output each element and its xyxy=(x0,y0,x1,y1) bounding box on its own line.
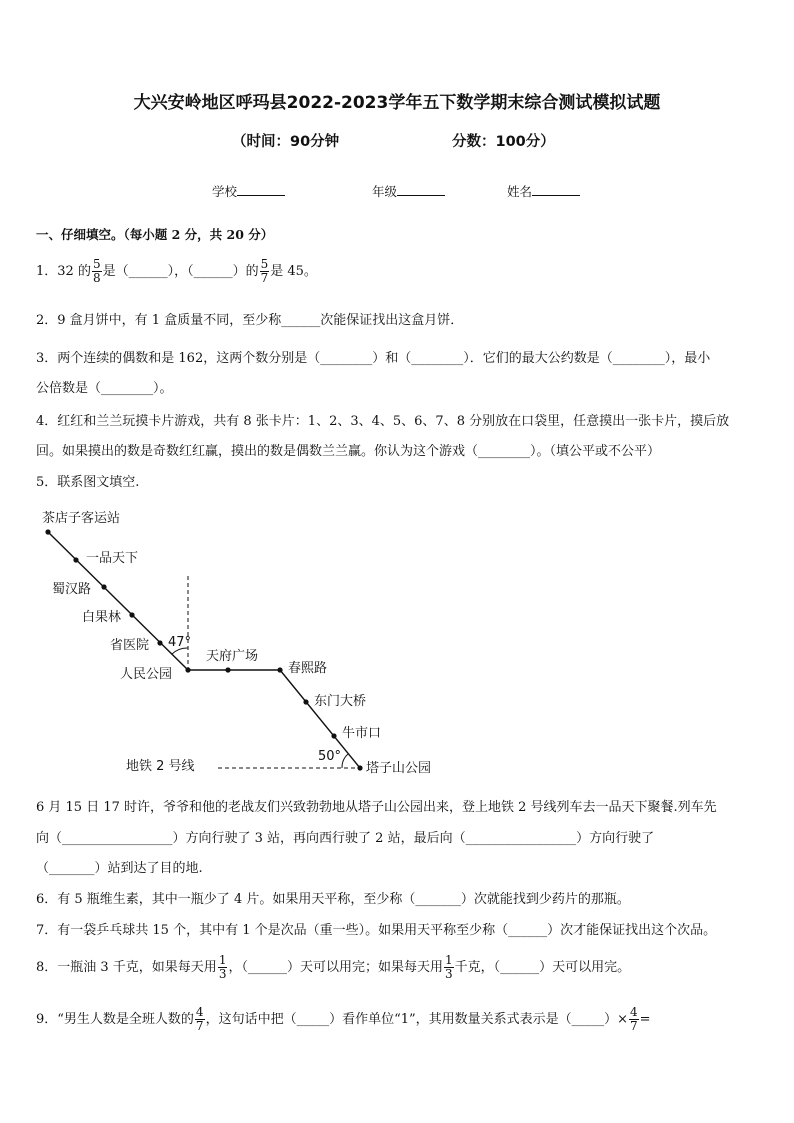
station-dot xyxy=(277,667,282,672)
fraction: $\frac{1}{3}$ xyxy=(444,953,453,981)
station-dot xyxy=(331,733,336,738)
subway-line xyxy=(48,532,360,768)
question-7: 7．有一袋乒乓球共 15 个，其中有 1 个是次品（重一些）。如果用天平称至少称（______）次才能保证找出这个次品。 xyxy=(36,923,717,938)
station-dot xyxy=(129,612,134,617)
fraction: $\frac{1}{3}$ xyxy=(218,953,227,981)
station-label: 白果林 xyxy=(82,610,122,625)
angle-label-50: 50° xyxy=(318,749,342,764)
fraction: $\frac{5}{7}$ xyxy=(260,257,269,285)
subway-map xyxy=(30,500,470,790)
station-label: 人民公园 xyxy=(120,667,173,682)
question-6: 6．有 5 瓶维生素，其中一瓶少了 4 片。如果用天平称，至少称（_______）次就能找到少药片的那瓶。 xyxy=(36,892,630,907)
station-dot xyxy=(303,699,308,704)
fraction: $\frac{4}{7}$ xyxy=(195,1005,204,1033)
school-field[interactable] xyxy=(212,182,285,200)
station-label: 春熙路 xyxy=(288,661,328,676)
station-label: 牛市口 xyxy=(342,726,382,741)
station-dot xyxy=(73,557,78,562)
question-4-line-2: 回。如果摸出的数是奇数红红赢，摸出的数是偶数兰兰赢。你认为这个游戏（________）。（填公平或不公平） xyxy=(36,444,661,459)
station-dot xyxy=(357,765,362,770)
station-label: 一品天下 xyxy=(86,551,139,566)
question-2: 2．9 盒月饼中，有 1 盒质量不同，至少称______次能保证找出这盒月饼． xyxy=(36,313,464,328)
station-dot xyxy=(157,640,162,645)
station-dot xyxy=(225,667,230,672)
question-9: 9．“男生人数是全班人数的 $\frac{4}{7}$ ，这句话中把（_____）看作单位“1”，其用数量关系式表示是（_____）× $\frac{4}{7}$ = xyxy=(36,1005,651,1033)
question-1: 1．32 的 $\frac{5}{8}$ 是（______），（______）的 $\frac{5}{7}$ 是 45。 xyxy=(36,257,317,285)
question-5-text-2: 向（_________________）方向行驶了 3 站，再向西行驶了 2 站，最后向（_________________）方向行驶了 xyxy=(36,831,655,846)
section-heading: 一、仔细填空。（每小题 2 分，共 20 分） xyxy=(36,227,274,242)
question-5-text-3: （_______）站到达了目的地. xyxy=(36,861,203,876)
grade-field[interactable] xyxy=(372,182,445,200)
exam-time: （时间：90分钟 xyxy=(232,134,340,150)
station-dot xyxy=(101,584,106,589)
question-5-label: 5．联系图文填空. xyxy=(36,475,140,490)
fraction: $\frac{5}{8}$ xyxy=(92,257,101,285)
exam-score: 分数：100分） xyxy=(452,134,555,150)
question-8: 8．一瓶油 3 千克，如果每天用 $\frac{1}{3}$ ，（______）天可以用完；如果每天用 $\frac{1}{3}$ 千克，（______）天可以用完。 xyxy=(36,953,631,981)
station-label: 东门大桥 xyxy=(314,694,367,709)
fraction: $\frac{4}{7}$ xyxy=(630,1005,638,1033)
station-label: 省医院 xyxy=(110,638,150,653)
station-label: 塔子山公园 xyxy=(366,761,432,776)
station-label: 茶店子客运站 xyxy=(42,511,121,526)
station-dot xyxy=(45,529,50,534)
station-dot xyxy=(185,667,190,672)
question-3-line-1: 3．两个连续的偶数和是 162，这两个数分别是（________）和（________）．它们的最大公约数是（________），最小 xyxy=(36,351,711,366)
name-label: 姓名 xyxy=(507,184,533,199)
name-field[interactable] xyxy=(507,182,580,200)
angle-label-47: 47° xyxy=(168,635,192,650)
page-title: 大兴安岭地区呼玛县2022-2023学年五下数学期末综合测试模拟试题 xyxy=(133,93,661,113)
school-label: 学校 xyxy=(212,184,238,199)
line-label: 地铁 2 号线 xyxy=(126,759,195,774)
question-5-text-1: 6 月 15 日 17 时许，爷爷和他的老战友们兴致勃勃地从塔子山公园出来，登上地铁 2 号线列车去一品天下聚餐.列车先 xyxy=(36,800,717,815)
question-4-line-1: 4．红红和兰兰玩摸卡片游戏，共有 8 张卡片：1、2、3、4、5、6、7、8 分别放在口袋里，任意摸出一张卡片，摸后放 xyxy=(36,414,730,429)
angle-arc-50 xyxy=(342,754,348,768)
station-label: 天府广场 xyxy=(206,649,259,664)
question-3-line-2: 公倍数是（________）。 xyxy=(36,381,173,396)
grade-label: 年级 xyxy=(372,184,398,199)
station-label: 蜀汉路 xyxy=(52,582,92,597)
